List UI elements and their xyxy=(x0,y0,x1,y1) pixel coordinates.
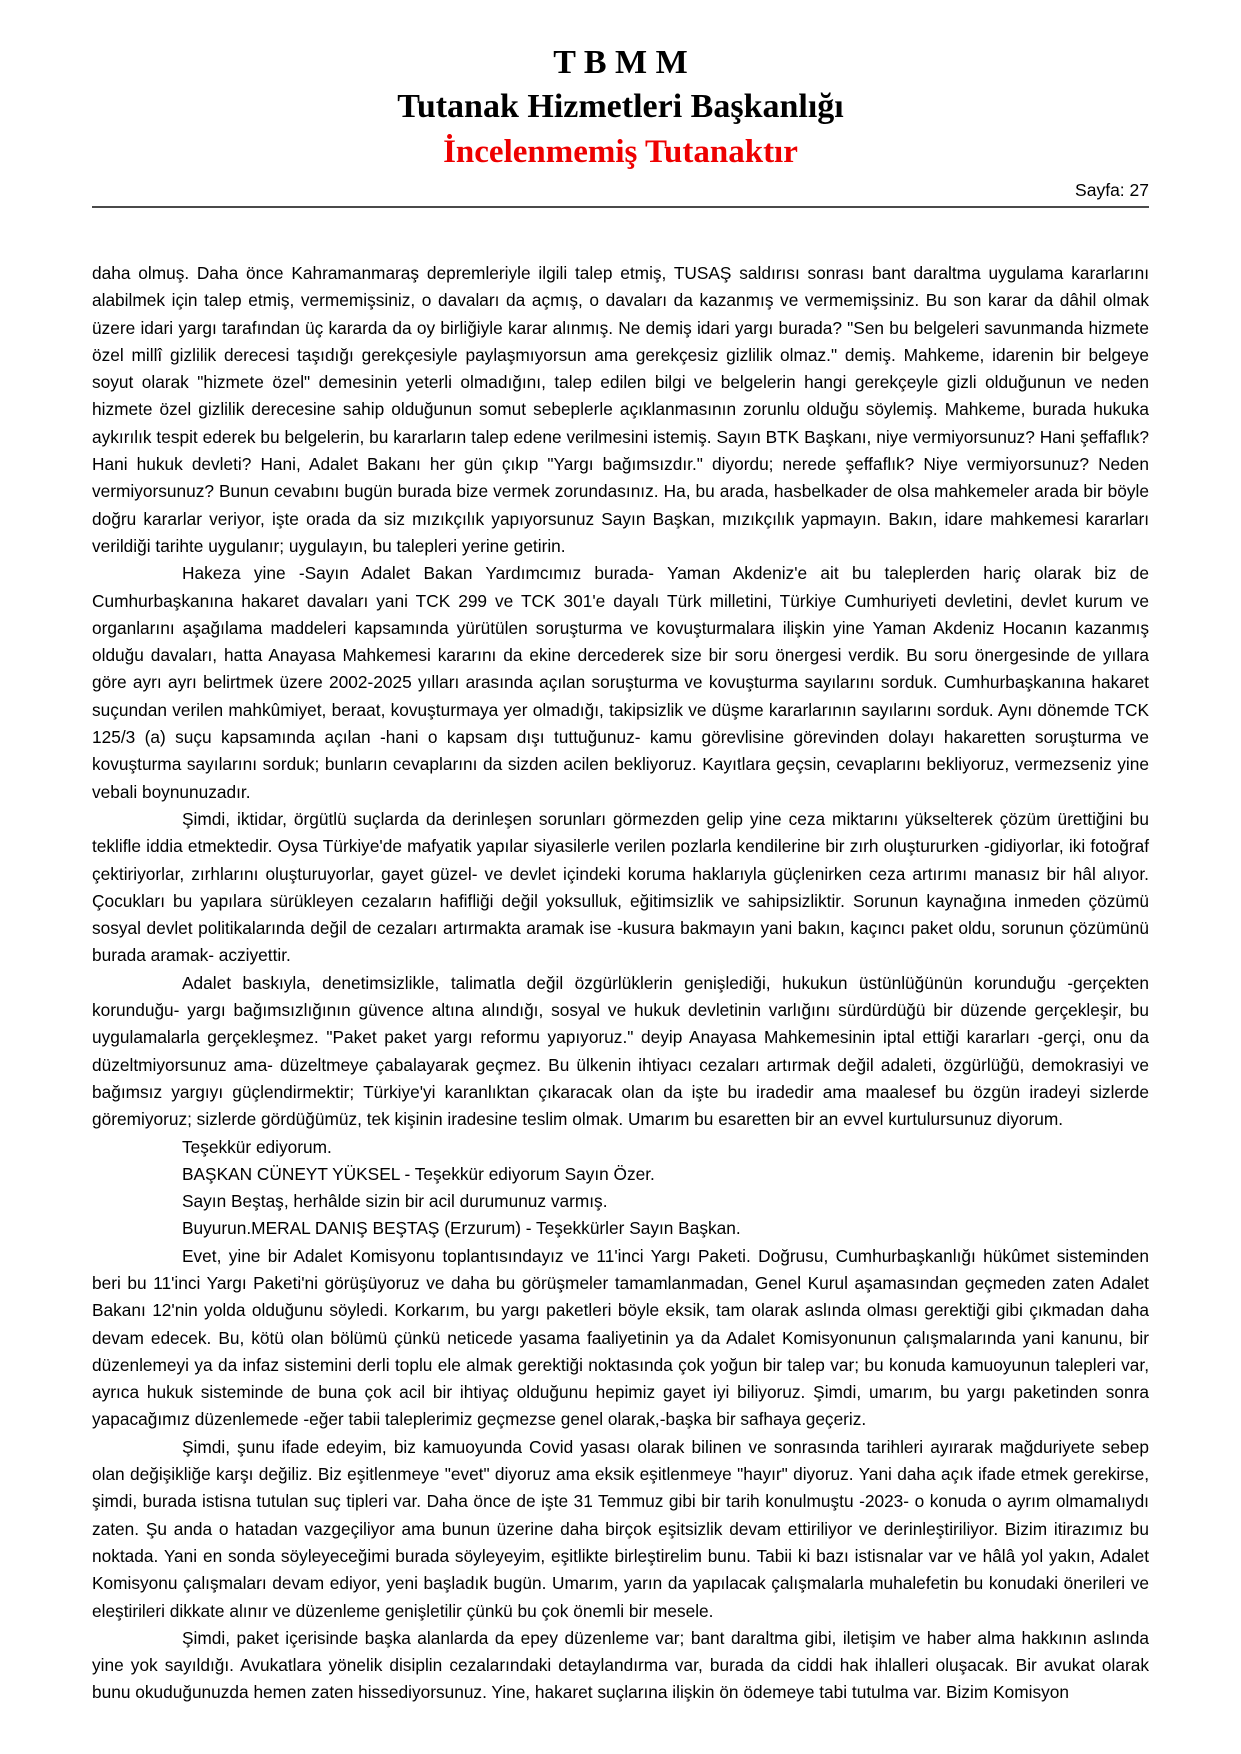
paragraph: Şimdi, paket içerisinde başka alanlarda da epey düzenleme var; bant daraltma gibi, iletişim ve haber alma hakkının aslında yine yok sayıldığı. Avukatlara yönelik disiplin cezalarındaki detaylandırma var, burada da ciddi hak ihlalleri oluşacak. Bir avukat olarak bunu okuduğunuzda hemen zaten hissediyorsunuz. Yine, hakaret suçlarına ilişkin ön ödemeye tabi tutulma var. Bizim Komisyon xyxy=(92,1627,1149,1703)
paragraph: Teşekkür ediyorum. xyxy=(182,1136,332,1157)
paragraph: Buyurun.MERAL DANIŞ BEŞTAŞ (Erzurum) - Teşekkürler Sayın Başkan. xyxy=(182,1218,741,1239)
paragraph: Şimdi, şunu ifade edeyim, biz kamuoyunda Covid yasası olarak bilinen ve sonrasında tarihleri ayırarak mağduriyete sebep olan değişikliğe karşı değiliz. Biz eşitlenmeye "evet" diyoruz ama eksik eşitlenmeye "hayır" diyoruz. Yani daha açık ifade etmek gerekirse, şimdi, burada istisna tutulan suç tipleri var. Daha önce de işte 31 Temmuz gibi bir tarih konulmuştu -2023- o konuda o ayrım olmamalıydı zaten. Şu anda o hatadan vazgeçiliyor ama bunun üzerine daha birçok eşitsizlik devam ettiriliyor ve derinleştiriliyor. Bizim itirazımız bu noktada. Yani en sonda söyleyeceğimi burada söyleyeyim, eşitlikte birleştirelim bunu. Tabii ki bazı istisnalar var ve hâlâ yol yakın, Adalet Komisyonu çalışmaları devam ediyor, yeni başladık bugün. Umarım, yarın da yapılacak çalışmalarla muhalefetin bu konudaki önerileri ve eleştirileri dikkate alınır ve düzenleme genişletilir çünkü bu çok önemli bir mesele. xyxy=(92,1436,1149,1621)
header-divider xyxy=(92,206,1149,208)
paragraph: daha olmuş. Daha önce Kahramanmaraş depremleriyle ilgili talep etmiş, TUSAŞ saldırısı sonrası bant daraltma uygulama kararlarını alabilmek için talep etmiş, vermemişsiniz, o davaları da açmış, o davaları da kazanmış ve vermemişsiniz. Bu son karar da dâhil olmak üzere idari yargı tarafından üç kararda da oy birliğiyle karar alınmış. Ne demiş idari yargı burada? "Sen bu belgeleri savunmanda hizmete özel millî gizlilik derecesi taşıdığı gerekçesiyle paylaşmıyorsun ama gerekçesiz gizlilik olmaz." demiş. Mahkeme, idarenin bir belgeye soyut olarak "hizmete özel" demesinin yeterli olmadığını, talep edilen bilgi ve belgelerin hangi gerekçeyle gizli olduğunun ve neden hizmete özel gizlilik derecesine sahip olduğunun somut sebeplerle açıklanmasının zorunlu olduğu söylemiş. Mahkeme, burada hukuka aykırılık tespit ederek bu belgelerin, bu kararların talep edene verilmesini istemiş. Sayın BTK Başkanı, niye vermiyorsunuz? Hani şeffaflık? Hani hukuk devleti? Hani, Adalet Bakanı her gün çıkıp "Yargı bağımsızdır." diyordu; nerede şeffaflık? Niye vermiyorsunuz? Neden vermiyorsunuz? Bunun cevabını bugün burada bize vermek zorundasınız. Ha, bu arada, hasbelkader de olsa mahkemeler arada bir böyle doğru kararlar veriyor, işte orada da siz mızıkçılık yapıyorsunuz Sayın Başkan, mızıkçılık yapmayın. Bakın, idare mahkemesi kararları verildiği tarihte uygulanır; uygulayın, bu talepleri yerine getirin. xyxy=(92,263,1149,556)
paragraph: Hakeza yine -Sayın Adalet Bakan Yardımcımız burada- Yaman Akdeniz'e ait bu taleplerden hariç olarak biz de Cumhurbaşkanına hakaret davaları yani TCK 299 ve TCK 301'e dayalı Türk milletini, Türkiye Cumhuriyeti devletini, devlet kurum ve organlarını aşağılama maddeleri kapsamında yürütülen soruşturma ve kovuşturmalara ilişkin yine Yaman Akdeniz Hocanın kazanmış olduğu davaları, hatta Anayasa Mahkemesi kararını da ekine dercederek size bir soru önergesi verdik. Bu soru önergesinde de yıllara göre ayrı ayrı belirtmek üzere 2002-2025 yılları arasında açılan soruşturma ve kovuşturma sayılarını sorduk. Cumhurbaşkanına hakaret suçundan verilen mahkûmiyet, beraat, kovuşturmaya yer olmadığı, takipsizlik ve düşme kararlarının sayılarını sorduk. Aynı dönemde TCK 125/3 (a) suçu kapsamında açılan -hani o kapsam dışı tuttuğunuz- kamu görevlisine görevinden dolayı hakaretten soruşturma ve kovuşturma sayılarını sorduk; bunların cevaplarını da sizden acilen bekliyoruz. Kayıtlara geçsin, cevaplarını bekliyoruz, vermezseniz yine vebali boynunuzadır. xyxy=(92,563,1149,802)
paragraph: Sayın Beştaş, herhâlde sizin bir acil durumunuz varmış. xyxy=(182,1191,608,1212)
paragraph: Evet, yine bir Adalet Komisyonu toplantısındayız ve 11'inci Yargı Paketi. Doğrusu, Cumhurbaşkanlığı hükûmet sisteminden beri bu 11'inci Yargı Paketi'ni görüşüyoruz ve daha bu görüşmeler tamamlanmadan, Genel Kurul aşamasından geçmeden zaten Adalet Bakanı 12'nin yolda olduğunu söyledi. Korkarım, bu yargı paketleri böyle eksik, tam olarak aslında olması gerektiği gibi çıkmadan daha devam edecek. Bu, kötü olan bölümü çünkü neticede yasama faaliyetinin ya da Adalet Komisyonunun çalışmalarında yani kanunu, bir düzenlemeyi ya da infaz sistemini derli toplu ele almak gerektiği noktasında çok yoğun bir talep var; bu konuda kamuoyunun talepleri var, ayrıca hukuk sisteminde de buna çok acil bir ihtiyaç olduğunu hepimiz gayet iyi biliyoruz. Şimdi, umarım, bu yargı paketinden sonra yapacağımız düzenlemede -eğer tabii taleplerimiz geçmezse genel olarak,-başka bir safhaya geçeriz. xyxy=(92,1245,1149,1430)
org-title: T B M M xyxy=(553,44,688,81)
paragraph: Şimdi, iktidar, örgütlü suçlarda da derinleşen sorunları görmezden gelip yine ceza miktarını yükselterek çözüm ürettiğini bu teklifle iddia etmektedir. Oysa Türkiye'de mafyatik yapılar siyasilerle verilen pozlarla kendilerine bir zırh oluştururken -gidiyorlar, iki fotoğraf çektiriyorlar, zırhlarını oluşturuyorlar, gayet güzel- ve devlet içindeki koruma haklarıyla güçlenirken ceza artırımı manasız bir hâl alıyor. Çocukları bu yapılara sürükleyen cezaların hafifliği değil yoksulluk, eğitimsizlik ve sahipsizliktir. Sorunun kaynağına inmeden çözümü sosyal devlet politikalarında değil de cezaları artırmakta aramak ise -kusura bakmayın yani bakın, kaçıncı paket oldu, sorunun çözümünü burada aramak- acziyettir. xyxy=(92,808,1149,966)
department-title: Tutanak Hizmetleri Başkanlığı xyxy=(397,88,844,125)
paragraph: Adalet baskıyla, denetimsizlikle, talimatla değil özgürlüklerin genişlediği, hukukun üstünlüğünün korunduğu -gerçekten korunduğu- yargı bağımsızlığının güvence altına alındığı, sosyal ve hukuk devletinin varlığını sürdürdüğü bir düzende gerçekleşir, bu uygulamalarla gerçekleşmez. "Paket paket yargı reformu yapıyoruz." deyip Anayasa Mahkemesinin iptal ettiği kararları -gerçi, onu da düzeltmiyorsunuz ama- düzeltmeye çabalayarak geçmez. Bu ülkenin ihtiyacı cezaları artırmak değil adaleti, özgürlüğü, demokrasiyi ve bağımsız yargıyı güçlendirmektir; Türkiye'yi karanlıktan çıkaracak olan da işte bu iradedir ama maalesef bu özgün iradeyi sizlerde göremiyoruz; sizlerde gördüğümüz, tek kişinin iradesine teslim olmak. Umarım bu esaretten bir an evvel kurtulursunuz diyorum. xyxy=(92,972,1149,1130)
page-number: Sayfa: 27 xyxy=(1075,180,1149,200)
status-title: İncelenmemiş Tutanaktır xyxy=(443,134,798,170)
transcript-body xyxy=(92,260,1149,1707)
document-header xyxy=(92,42,1149,175)
paragraph: BAŞKAN CÜNEYT YÜKSEL - Teşekkür ediyorum Sayın Özer. xyxy=(182,1163,655,1184)
